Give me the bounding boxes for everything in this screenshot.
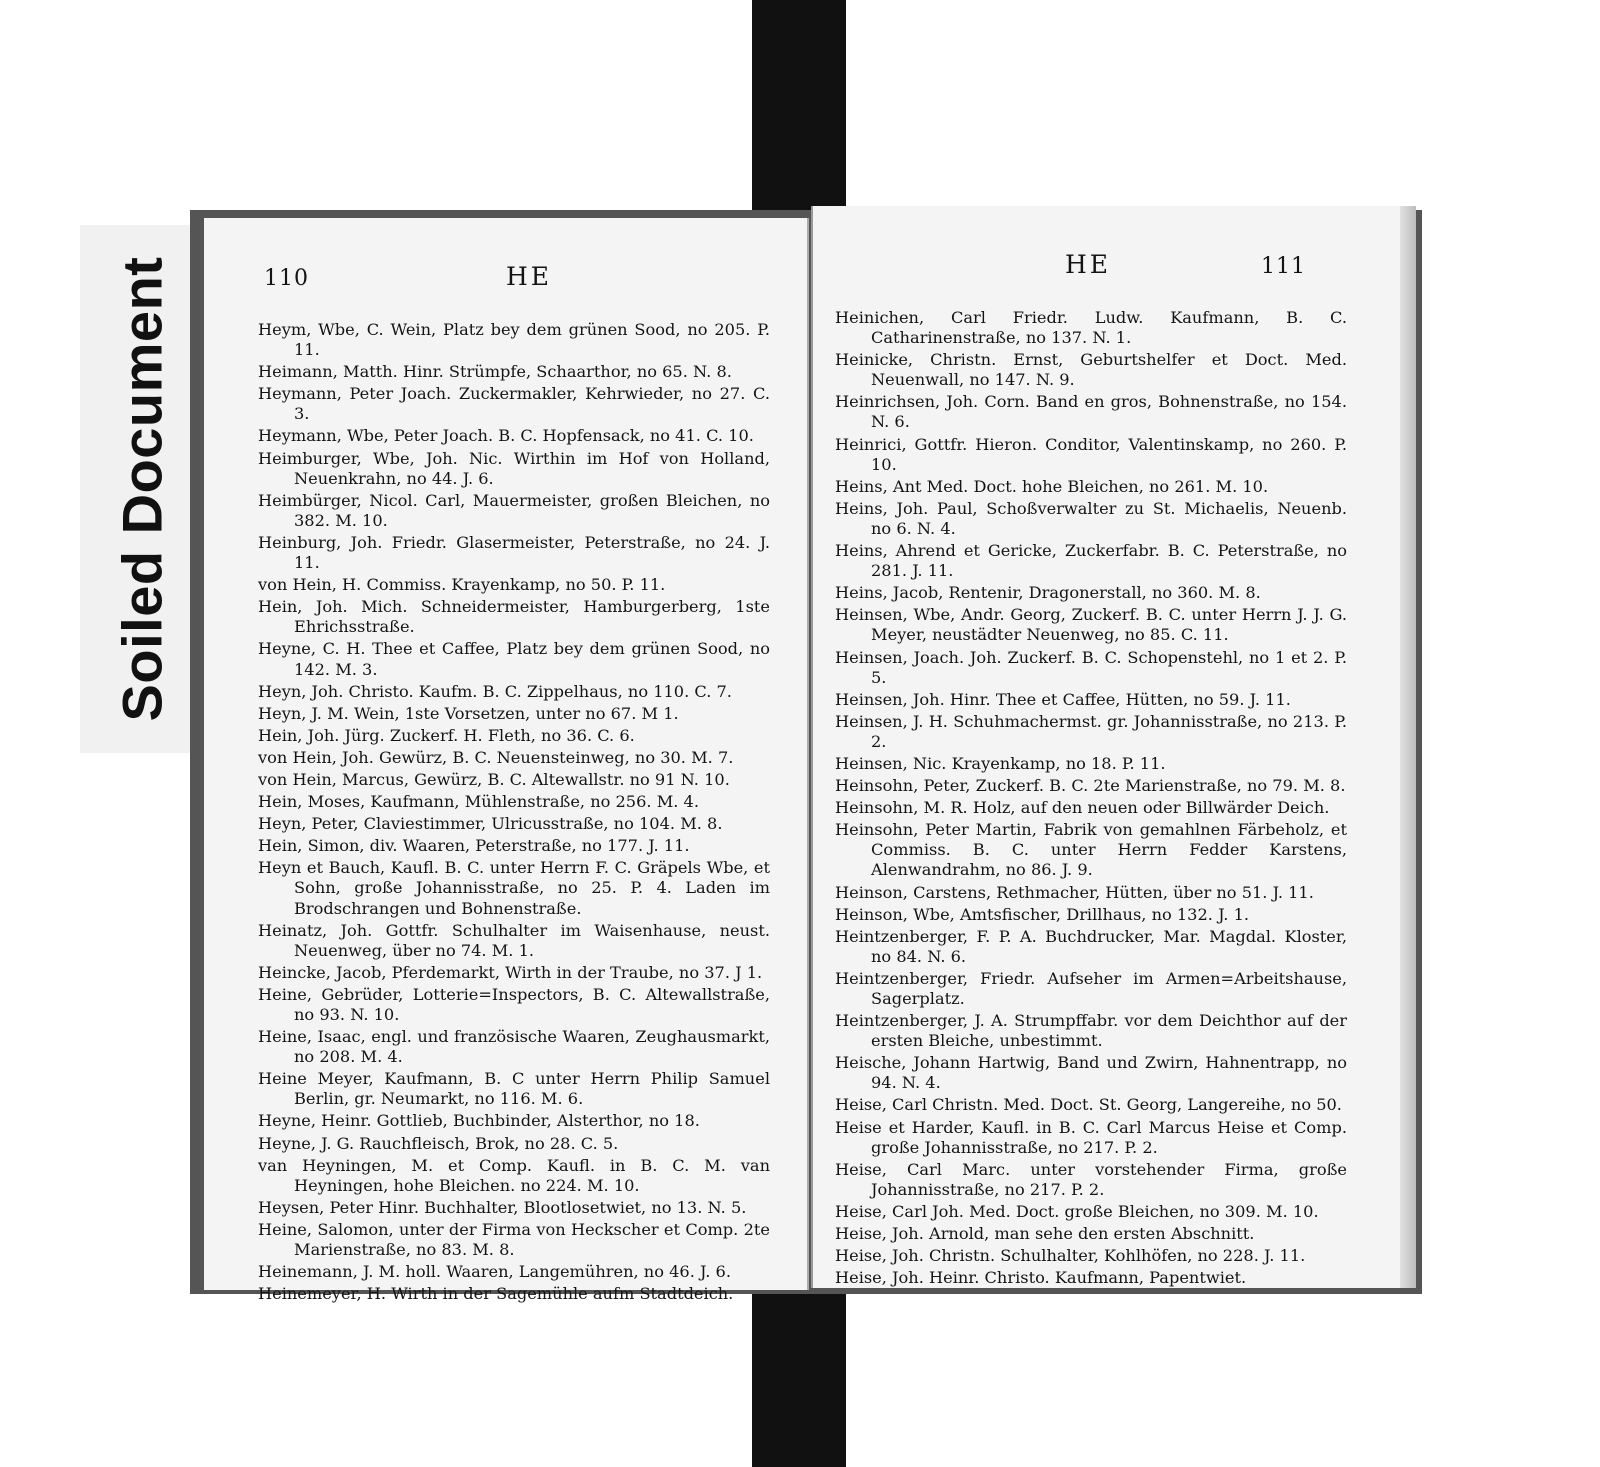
directory-entry: von Hein, Marcus, Gewürz, B. C. Altewallstr. no 91 N. 10.: [258, 769, 730, 789]
directory-entry: Heise, Carl Marc. unter vorstehender Firma, große Johannisstraße, no 217. P. 2.: [835, 1159, 1347, 1199]
directory-entry: Heinsohn, M. R. Holz, auf den neuen oder Billwärder Deich.: [835, 798, 1330, 818]
directory-entry: Hein, Simon, div. Waaren, Peterstraße, no 177. J. 11.: [258, 836, 690, 856]
directory-entry: Heinson, Carstens, Rethmacher, Hütten, über no 51. J. 11.: [835, 882, 1314, 902]
directory-entry: Heise, Joh. Arnold, man sehe den ersten Abschnitt.: [835, 1224, 1255, 1244]
binding-strip-bottom: [752, 1290, 846, 1467]
directory-entry: Heinsen, Joach. Joh. Zuckerf. B. C. Schopenstehl, no 1 et 2. P. 5.: [835, 647, 1347, 687]
directory-entry: Heinicke, Christn. Ernst, Geburtshelfer et Doct. Med. Neuenwall, no 147. N. 9.: [835, 350, 1347, 390]
directory-entry: Heyne, J. G. Rauchfleisch, Brok, no 28. C. 5.: [258, 1133, 619, 1153]
binding-strip-top: [752, 0, 846, 225]
directory-entry: Heine Meyer, Kaufmann, B. C unter Herrn Philip Samuel Berlin, gr. Neumarkt, no 116. M. 6.: [258, 1069, 770, 1109]
directory-entry: Heins, Ahrend et Gericke, Zuckerfabr. B. C. Peterstraße, no 281. J. 11.: [835, 541, 1347, 581]
directory-entry: Heintzenberger, F. P. A. Buchdrucker, Mar. Magdal. Kloster, no 84. N. 6.: [835, 926, 1347, 966]
directory-entry: Heine, Gebrüder, Lotterie=Inspectors, B. C. Altewallstraße, no 93. N. 10.: [258, 984, 770, 1024]
right-page: [811, 206, 1416, 1288]
right-page-edge: [1400, 206, 1416, 1288]
directory-entry: Heyne, C. H. Thee et Caffee, Platz bey dem grünen Sood, no 142. M. 3.: [258, 639, 770, 679]
directory-entry: Heins, Ant Med. Doct. hohe Bleichen, no 261. M. 10.: [835, 476, 1269, 496]
directory-entry: Heinemeyer, H. Wirth in der Sagemühle aufm Stadtdeich.: [258, 1284, 734, 1304]
directory-entry: Heinsen, Wbe, Andr. Georg, Zuckerf. B. C. unter Herrn J. J. G. Meyer, neustädter Neuenweg, no 85. C. 11.: [835, 605, 1347, 645]
directory-entry: Heimann, Matth. Hinr. Strümpfe, Schaarthor, no 65. N. 8.: [258, 362, 732, 382]
directory-entry: Heische, Johann Hartwig, Band und Zwirn, Hahnentrapp, no 94. N. 4.: [835, 1053, 1347, 1093]
directory-entry: Heinsen, Nic. Krayenkamp, no 18. P. 11.: [835, 753, 1166, 773]
directory-entry: Heintzenberger, J. A. Strumpffabr. vor dem Deichthor auf der ersten Bleiche, unbestimmt.: [835, 1011, 1347, 1051]
directory-entry: Heyn et Bauch, Kaufl. B. C. unter Herrn F. C. Gräpels Wbe, et Sohn, große Johannisstraße, no 25. P. 4. Laden im Brodschrangen und Bohnenstraße.: [258, 858, 770, 918]
directory-entry: Heise, Joh. Heinr. Christo. Kaufmann, Papentwiet.: [835, 1268, 1247, 1288]
directory-entry: Heyne, Heinr. Gottlieb, Buchbinder, Alsterthor, no 18.: [258, 1111, 700, 1131]
right-running-head: HE: [1065, 250, 1112, 279]
directory-entry: von Hein, H. Commiss. Krayenkamp, no 50. P. 11.: [258, 575, 666, 595]
directory-entry: Heimbürger, Nicol. Carl, Mauermeister, großen Bleichen, no 382. M. 10.: [258, 490, 770, 530]
left-page: [204, 218, 809, 1304]
directory-entry: Heintzenberger, Friedr. Aufseher im Armen=Arbeitshause, Sagerplatz.: [835, 968, 1347, 1008]
directory-entry: Heinsen, Joh. Hinr. Thee et Caffee, Hütten, no 59. J. 11.: [835, 689, 1291, 709]
document-tag: [80, 225, 206, 753]
directory-entry: Hein, Joh. Jürg. Zuckerf. H. Fleth, no 36. C. 6.: [258, 725, 635, 745]
left-directory-entries: [258, 320, 770, 1306]
document-tag-label: Soiled Document: [110, 256, 174, 722]
directory-entry: Heins, Jacob, Rentenir, Dragonerstall, no 360. M. 8.: [835, 583, 1261, 603]
directory-entry: Heimburger, Wbe, Joh. Nic. Wirthin im Hof von Holland, Neuenkrahn, no 44. J. 6.: [258, 448, 770, 488]
directory-entry: Heise et Harder, Kaufl. in B. C. Carl Marcus Heise et Comp. große Johannisstraße, no 217. P. 2.: [835, 1117, 1347, 1157]
directory-entry: Heinson, Wbe, Amtsfischer, Drillhaus, no 132. J. 1.: [835, 904, 1250, 924]
directory-entry: Heinsohn, Peter, Zuckerf. B. C. 2te Marienstraße, no 79. M. 8.: [835, 776, 1346, 796]
directory-entry: Heyn, J. M. Wein, 1ste Vorsetzen, unter no 67. M 1.: [258, 703, 679, 723]
directory-entry: Heinsen, J. H. Schuhmachermst. gr. Johannisstraße, no 213. P. 2.: [835, 711, 1347, 751]
directory-entry: Heinrichsen, Joh. Corn. Band en gros, Bohnenstraße, no 154. N. 6.: [835, 392, 1347, 432]
directory-entry: Heinichen, Carl Friedr. Ludw. Kaufmann, B. C. Catharinenstraße, no 137. N. 1.: [835, 308, 1347, 348]
directory-entry: Hein, Moses, Kaufmann, Mühlenstraße, no 256. M. 4.: [258, 792, 700, 812]
directory-entry: Heymann, Peter Joach. Zuckermakler, Kehrwieder, no 27. C. 3.: [258, 384, 770, 424]
directory-entry: Heinemann, J. M. holl. Waaren, Langemühren, no 46. J. 6.: [258, 1262, 731, 1282]
directory-entry: Heise, Carl Christn. Med. Doct. St. Georg, Langereihe, no 50.: [835, 1095, 1342, 1115]
left-running-head: HE: [506, 262, 553, 291]
directory-entry: Heysen, Peter Hinr. Buchhalter, Blootlosetwiet, no 13. N. 5.: [258, 1197, 747, 1217]
right-page-number: 111: [1261, 254, 1306, 279]
directory-entry: von Hein, Joh. Gewürz, B. C. Neuensteinweg, no 30. M. 7.: [258, 747, 734, 767]
directory-entry: Heise, Joh. Christn. Schulhalter, Kohlhöfen, no 228. J. 11.: [835, 1246, 1306, 1266]
directory-entry: Heinsohn, Peter Martin, Fabrik von gemahlnen Färbeholz, et Commiss. B. C. unter Herrn Fedder Karstens, Alenwandrahm, no 86. J. 9.: [835, 820, 1347, 880]
directory-entry: Heine, Isaac, engl. und französische Waaren, Zeughausmarkt, no 208. M. 4.: [258, 1027, 770, 1067]
directory-entry: Heincke, Jacob, Pferdemarkt, Wirth in der Traube, no 37. J 1.: [258, 962, 763, 982]
right-directory-entries: [835, 308, 1347, 1290]
directory-entry: Hein, Joh. Mich. Schneidermeister, Hamburgerberg, 1ste Ehrichsstraße.: [258, 597, 770, 637]
directory-entry: Heym, Wbe, C. Wein, Platz bey dem grünen Sood, no 205. P. 11.: [258, 320, 770, 360]
directory-entry: Heyn, Peter, Claviestimmer, Ulricusstraße, no 104. M. 8.: [258, 814, 723, 834]
directory-entry: Heyn, Joh. Christo. Kaufm. B. C. Zippelhaus, no 110. C. 7.: [258, 681, 732, 701]
directory-entry: Heise, Carl Joh. Med. Doct. große Bleichen, no 309. M. 10.: [835, 1201, 1319, 1221]
left-page-number: 110: [264, 266, 309, 291]
directory-entry: Heinatz, Joh. Gottfr. Schulhalter im Waisenhause, neust. Neuenweg, über no 74. M. 1.: [258, 920, 770, 960]
directory-entry: Heymann, Wbe, Peter Joach. B. C. Hopfensack, no 41. C. 10.: [258, 426, 754, 446]
directory-entry: Heinrici, Gottfr. Hieron. Conditor, Valentinskamp, no 260. P. 10.: [835, 434, 1347, 474]
directory-entry: Heins, Joh. Paul, Schoßverwalter zu St. Michaelis, Neuenb. no 6. N. 4.: [835, 498, 1347, 538]
directory-entry: van Heyningen, M. et Comp. Kaufl. in B. C. M. van Heyningen, hohe Bleichen. no 224. M. 10.: [258, 1155, 770, 1195]
directory-entry: Heinburg, Joh. Friedr. Glasermeister, Peterstraße, no 24. J. 11.: [258, 532, 770, 573]
directory-entry: Heine, Salomon, unter der Firma von Heckscher et Comp. 2te Marienstraße, no 83. M. 8.: [258, 1219, 770, 1260]
